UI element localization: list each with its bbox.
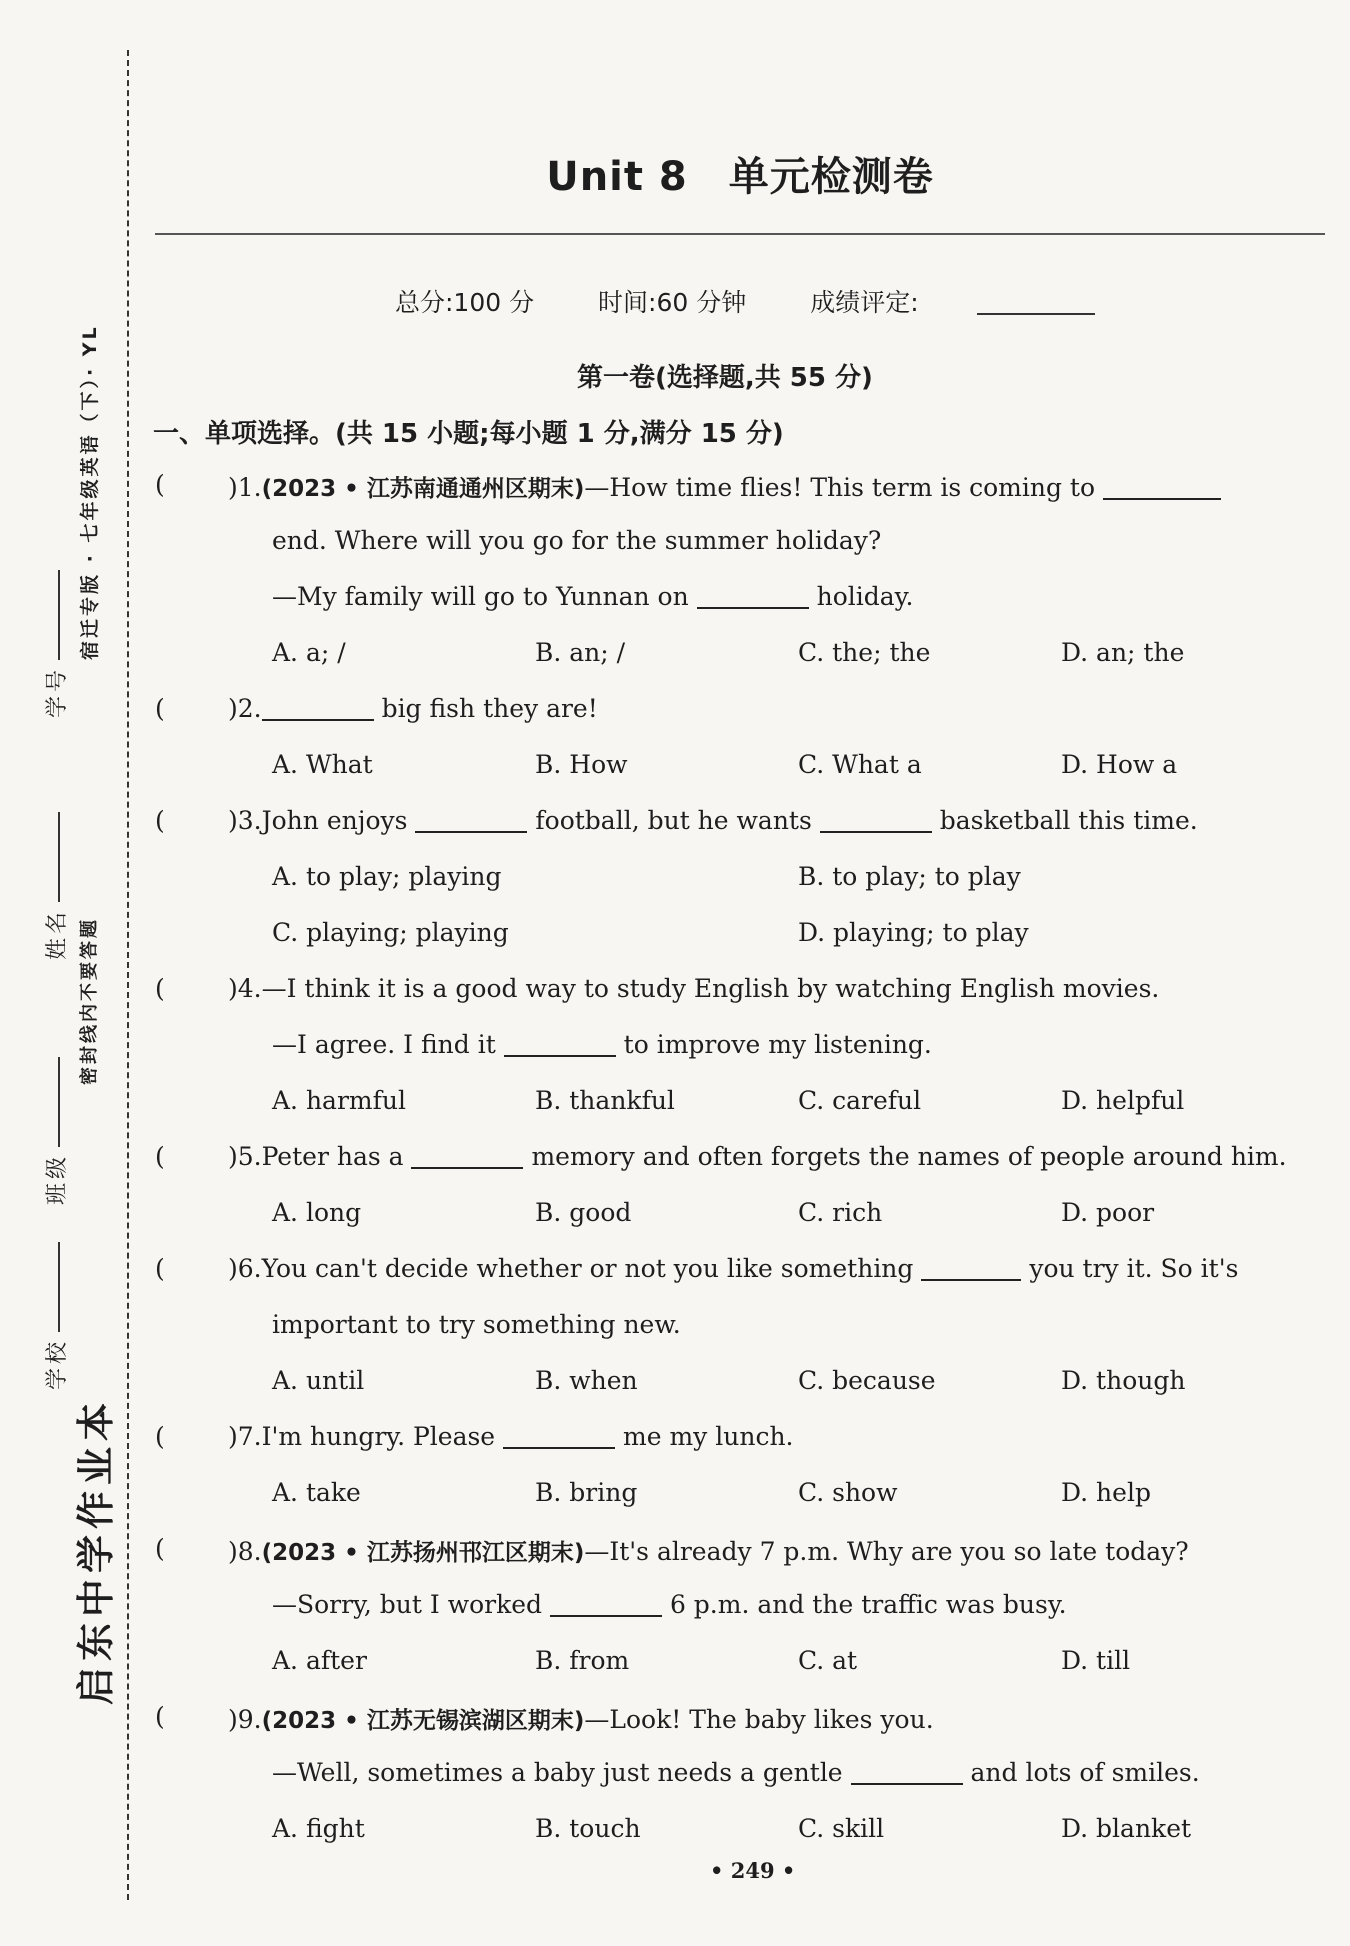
question-text: and lots of smiles. bbox=[970, 1758, 1200, 1787]
answer-bracket[interactable]: ( bbox=[155, 974, 165, 1003]
answer-blank[interactable] bbox=[921, 1278, 1021, 1281]
answer-blank[interactable] bbox=[411, 1166, 523, 1169]
option-c[interactable]: C. rich bbox=[798, 1198, 883, 1227]
option-b[interactable]: B. thankful bbox=[535, 1086, 675, 1115]
question-9 bbox=[228, 1702, 934, 1735]
question-text: to improve my listening. bbox=[623, 1030, 932, 1059]
question-1 bbox=[228, 470, 1221, 503]
option-c[interactable]: C. What a bbox=[798, 750, 922, 779]
answer-bracket[interactable]: ( bbox=[155, 694, 165, 723]
question-number: )5. bbox=[228, 1142, 262, 1171]
student-number-blank[interactable] bbox=[57, 570, 60, 660]
answer-blank[interactable] bbox=[1103, 497, 1221, 500]
option-c[interactable]: C. show bbox=[798, 1478, 898, 1507]
class-label: 班级 bbox=[45, 1152, 70, 1205]
question-text-line bbox=[272, 1590, 1067, 1619]
answer-blank[interactable] bbox=[550, 1614, 662, 1617]
exam-meta bbox=[395, 283, 1151, 319]
question-text: John enjoys bbox=[261, 806, 408, 835]
brand-label: 启东中学作业本 bbox=[74, 1396, 118, 1705]
option-a[interactable]: A. a; / bbox=[272, 638, 346, 667]
question-text: important to try something new. bbox=[272, 1310, 681, 1339]
paper-part-title: 第一卷(选择题,共 55 分) bbox=[577, 363, 873, 393]
option-a[interactable]: A. after bbox=[272, 1646, 367, 1675]
question-8 bbox=[228, 1534, 1189, 1567]
option-d[interactable]: D. playing; to play bbox=[798, 918, 1029, 947]
time-limit: 时间:60 分钟 bbox=[598, 288, 747, 317]
question-text: memory and often forgets the names of people around him. bbox=[531, 1142, 1287, 1171]
question-text: big fish they are! bbox=[381, 694, 598, 723]
question-text-line bbox=[272, 1030, 932, 1059]
question-text: holiday. bbox=[816, 582, 914, 611]
option-a[interactable]: A. fight bbox=[272, 1814, 365, 1843]
option-d[interactable]: D. blanket bbox=[1061, 1814, 1192, 1843]
option-b[interactable]: B. touch bbox=[535, 1814, 641, 1843]
option-a[interactable]: A. until bbox=[272, 1366, 365, 1395]
seal-dashed-line bbox=[127, 50, 129, 1900]
answer-bracket[interactable]: ( bbox=[155, 1254, 165, 1283]
grade-blank[interactable] bbox=[977, 313, 1095, 315]
option-d[interactable]: D. help bbox=[1061, 1478, 1151, 1507]
option-c[interactable]: C. playing; playing bbox=[272, 918, 509, 947]
option-b[interactable]: B. How bbox=[535, 750, 628, 779]
page-title: Unit 8 单元检测卷 bbox=[546, 154, 934, 200]
option-d[interactable]: D. How a bbox=[1061, 750, 1178, 779]
answer-bracket[interactable]: ( bbox=[155, 806, 165, 835]
question-text: end. Where will you go for the summer holiday? bbox=[272, 526, 882, 555]
question-number: )6. bbox=[228, 1254, 262, 1283]
question-text: —How time flies! This term is coming to bbox=[584, 473, 1096, 502]
question-number: )7. bbox=[228, 1422, 262, 1451]
answer-bracket[interactable]: ( bbox=[155, 1422, 165, 1451]
question-text: —Look! The baby likes you. bbox=[584, 1705, 934, 1734]
option-b[interactable]: B. to play; to play bbox=[798, 862, 1021, 891]
option-a[interactable]: A. to play; playing bbox=[272, 862, 502, 891]
option-d[interactable]: D. poor bbox=[1061, 1198, 1155, 1227]
question-7 bbox=[228, 1422, 794, 1451]
option-c[interactable]: C. because bbox=[798, 1366, 936, 1395]
question-5 bbox=[228, 1142, 1287, 1171]
option-c[interactable]: C. careful bbox=[798, 1086, 922, 1115]
question-3 bbox=[228, 806, 1198, 835]
name-blank[interactable] bbox=[57, 812, 60, 902]
question-text: football, but he wants bbox=[535, 806, 812, 835]
answer-blank[interactable] bbox=[503, 1446, 615, 1449]
question-6 bbox=[228, 1254, 1238, 1283]
question-4 bbox=[228, 974, 1159, 1003]
question-number: )2. bbox=[228, 694, 262, 723]
question-text: —My family will go to Yunnan on bbox=[272, 582, 689, 611]
question-number: )4. bbox=[228, 974, 262, 1003]
answer-blank[interactable] bbox=[504, 1054, 616, 1057]
answer-blank[interactable] bbox=[697, 606, 809, 609]
section-heading: 一、单项选择。(共 15 小题;每小题 1 分,满分 15 分) bbox=[153, 419, 784, 449]
option-a[interactable]: A. harmful bbox=[272, 1086, 406, 1115]
name-field bbox=[40, 812, 71, 960]
option-c[interactable]: C. at bbox=[798, 1646, 858, 1675]
answer-blank[interactable] bbox=[415, 830, 527, 833]
student-number-field bbox=[40, 570, 71, 718]
answer-bracket[interactable]: ( bbox=[155, 1702, 165, 1731]
total-score: 总分:100 分 bbox=[395, 288, 535, 317]
answer-bracket[interactable]: ( bbox=[155, 1534, 165, 1563]
option-b[interactable]: B. good bbox=[535, 1198, 632, 1227]
option-a[interactable]: A. long bbox=[272, 1198, 362, 1227]
answer-bracket[interactable]: ( bbox=[155, 1142, 165, 1171]
option-d[interactable]: D. helpful bbox=[1061, 1086, 1185, 1115]
class-field bbox=[40, 1057, 71, 1205]
question-text: me my lunch. bbox=[623, 1422, 794, 1451]
class-blank[interactable] bbox=[57, 1057, 60, 1147]
question-number: )1. bbox=[228, 473, 262, 502]
question-text: —Sorry, but I worked bbox=[272, 1590, 543, 1619]
name-label: 姓名 bbox=[45, 907, 70, 960]
question-number: )9. bbox=[228, 1705, 262, 1734]
question-2 bbox=[228, 694, 598, 723]
question-source: (2023 • 江苏无锡滨湖区期末) bbox=[261, 1708, 585, 1734]
binding-margin bbox=[0, 0, 150, 1946]
page-number: • 249 • bbox=[710, 1858, 796, 1883]
option-c[interactable]: C. the; the bbox=[798, 638, 931, 667]
question-text-line bbox=[272, 582, 913, 611]
answer-blank[interactable] bbox=[820, 830, 932, 833]
answer-blank[interactable] bbox=[262, 718, 374, 721]
student-number-label: 学号 bbox=[45, 665, 70, 718]
question-text: Peter has a bbox=[261, 1142, 404, 1171]
option-b[interactable]: B. an; / bbox=[535, 638, 626, 667]
school-field bbox=[40, 1242, 71, 1390]
option-d[interactable]: D. till bbox=[1061, 1646, 1131, 1675]
option-c[interactable]: C. skill bbox=[798, 1814, 885, 1843]
school-blank[interactable] bbox=[57, 1242, 60, 1332]
question-number: )3. bbox=[228, 806, 262, 835]
grade-label: 成绩评定: bbox=[810, 288, 919, 317]
option-b[interactable]: B. from bbox=[535, 1646, 630, 1675]
school-label: 学校 bbox=[45, 1337, 70, 1390]
question-text: basketball this time. bbox=[939, 806, 1198, 835]
question-text-line bbox=[272, 1758, 1200, 1787]
option-a[interactable]: A. take bbox=[272, 1478, 361, 1507]
question-text: You can't decide whether or not you like something bbox=[261, 1254, 914, 1283]
answer-bracket[interactable]: ( bbox=[155, 470, 165, 499]
option-d[interactable]: D. an; the bbox=[1061, 638, 1185, 667]
question-text: —It's already 7 p.m. Why are you so late today? bbox=[584, 1537, 1189, 1566]
question-source: (2023 • 江苏扬州邗江区期末) bbox=[261, 1540, 585, 1566]
series-label: 宿迁专版 · 七年级英语（下）· YL bbox=[79, 324, 101, 660]
question-text: you try it. So it's bbox=[1029, 1254, 1239, 1283]
grade-field bbox=[810, 288, 1150, 317]
question-text: I'm hungry. Please bbox=[261, 1422, 496, 1451]
header-divider bbox=[155, 233, 1325, 235]
question-number: )8. bbox=[228, 1537, 262, 1566]
answer-blank[interactable] bbox=[851, 1782, 963, 1785]
option-d[interactable]: D. though bbox=[1061, 1366, 1186, 1395]
question-text: —I think it is a good way to study English by watching English movies. bbox=[261, 974, 1160, 1003]
question-text: —I agree. I find it bbox=[272, 1030, 496, 1059]
option-a[interactable]: A. What bbox=[272, 750, 373, 779]
option-b[interactable]: B. when bbox=[535, 1366, 638, 1395]
question-text: 6 p.m. and the traffic was busy. bbox=[669, 1590, 1067, 1619]
question-text: —Well, sometimes a baby just needs a gentle bbox=[272, 1758, 843, 1787]
option-b[interactable]: B. bring bbox=[535, 1478, 638, 1507]
question-source: (2023 • 江苏南通通州区期末) bbox=[261, 476, 585, 502]
sealed-note: 密封线内不要答题 bbox=[79, 917, 100, 1085]
